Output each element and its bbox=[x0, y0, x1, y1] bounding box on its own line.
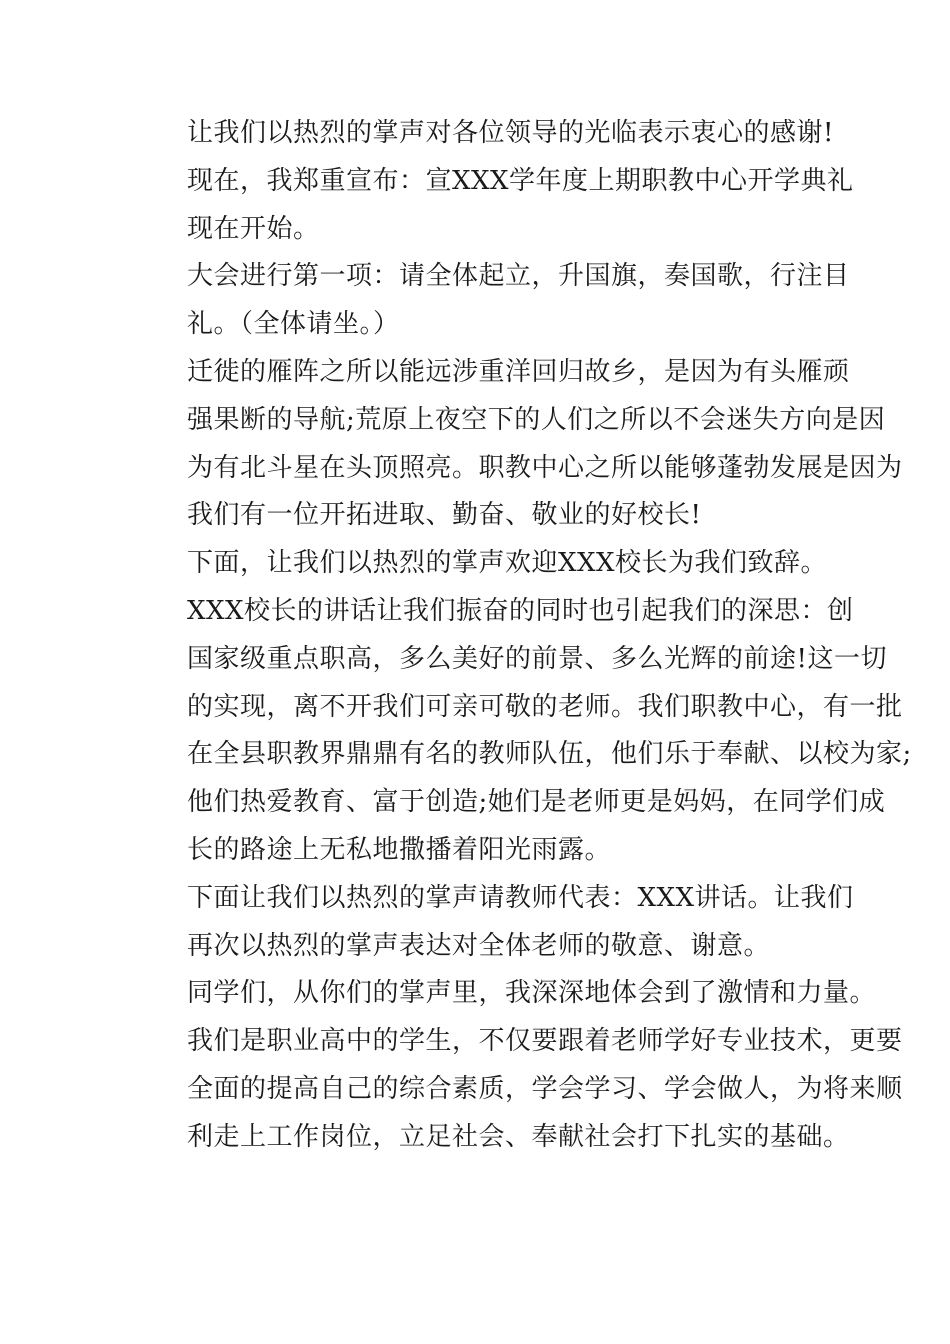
document-body bbox=[135, 110, 912, 1162]
paragraph-4 bbox=[135, 349, 903, 540]
text-line: 在全县职教界鼎鼎有名的教师队伍，他们乐于奉献、以校为家; bbox=[187, 739, 912, 770]
text-line: 国家级重点职高，多么美好的前景、多么光辉的前途!这一切 bbox=[187, 643, 887, 674]
paragraph-7 bbox=[135, 875, 854, 971]
text-line: 他们热爱教育、富于创造;她们是老师更是妈妈，在同学们成 bbox=[187, 787, 886, 818]
text-line: 现在开始。 bbox=[187, 213, 320, 244]
text-line: 礼。（全体请坐。） bbox=[187, 309, 400, 340]
paragraph-6 bbox=[135, 588, 912, 875]
text-line: 同学们，从你们的掌声里，我深深地体会到了激情和力量。 bbox=[187, 978, 877, 1009]
text-line: 长的路途上无私地撒播着阳光雨露。 bbox=[187, 834, 612, 865]
paragraph-5 bbox=[135, 540, 835, 588]
text-line: 利走上工作岗位，立足社会、奉献社会打下扎实的基础。 bbox=[187, 1121, 850, 1152]
text-line: 下面让我们以热烈的掌声请教师代表：XXX讲话。让我们 bbox=[187, 882, 854, 913]
text-line: 迁徙的雁阵之所以能远涉重洋回归故乡，是因为有头雁顽 bbox=[187, 356, 850, 387]
text-line: 再次以热烈的掌声表达对全体老师的敬意、谢意。 bbox=[187, 930, 771, 961]
text-line: 下面，让我们以热烈的掌声欢迎XXX校长为我们致辞。 bbox=[187, 548, 828, 579]
text-line: 我们有一位开拓进取、勤奋、敬业的好校长! bbox=[187, 500, 702, 531]
text-line: 让我们以热烈的掌声对各位领导的光临表示衷心的感谢! bbox=[187, 118, 834, 148]
text-line: 我们是职业高中的学生，不仅要跟着老师学好专业技术，更要 bbox=[187, 1026, 903, 1057]
text-line: XXX校长的讲话让我们振奋的同时也引起我们的深思：创 bbox=[187, 595, 854, 626]
text-line: 强果断的导航;荒原上夜空下的人们之所以不会迷失方向是因 bbox=[187, 404, 886, 435]
paragraph-3 bbox=[135, 253, 850, 349]
paragraph-2 bbox=[135, 158, 854, 254]
text-line: 的实现，离不开我们可亲可敬的老师。我们职教中心，有一批 bbox=[187, 691, 903, 722]
text-line: 全面的提高自己的综合素质，学会学习、学会做人，为将来顺 bbox=[187, 1073, 903, 1104]
paragraph-1 bbox=[135, 110, 835, 158]
text-line: 大会进行第一项：请全体起立，升国旗，奏国歌，行注目 bbox=[187, 261, 850, 292]
paragraph-8 bbox=[135, 970, 903, 1161]
text-line: 为有北斗星在头顶照亮。职教中心之所以能够蓬勃发展是因为 bbox=[187, 452, 903, 483]
text-line: 现在，我郑重宣布：宣XXX学年度上期职教中心开学典礼 bbox=[187, 165, 854, 196]
